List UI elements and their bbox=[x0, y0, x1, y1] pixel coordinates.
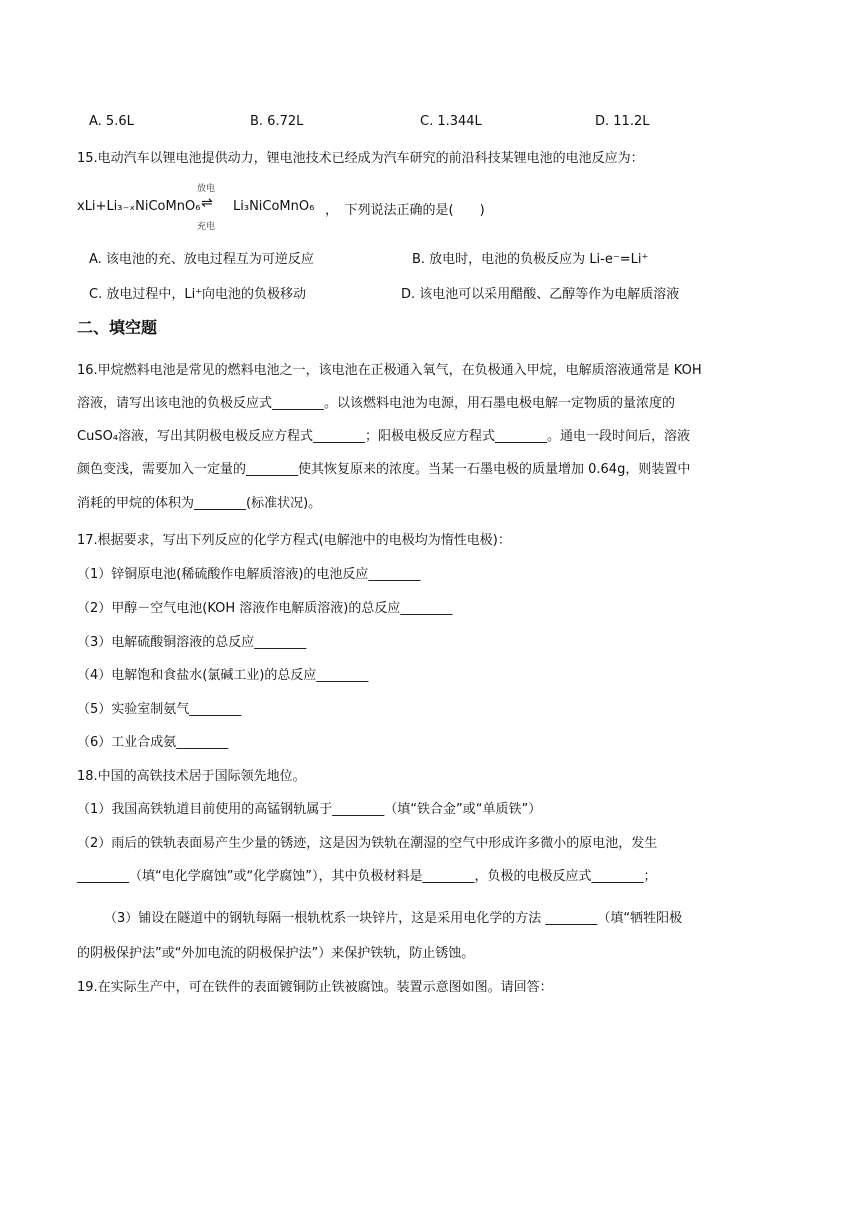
q17-item-2: （2）甲醇－空气电池(KOH 溶液作电解质溶液)的总反应________ bbox=[77, 601, 453, 616]
q16-line-4: 颜色变浅，需要加入一定量的________使其恢复原来的浓度。当某一石墨电极的质量增加 0.64g，则装置中 bbox=[77, 462, 691, 477]
q16-line-1: 16.甲烷燃料电池是常见的燃料电池之一，该电池在正极通入氧气，在负极通入甲烷，电解质溶液通常是 KOH bbox=[77, 363, 702, 378]
q17-item-3: （3）电解硫酸铜溶液的总反应________ bbox=[77, 635, 307, 650]
question-15-stem: 15.电动汽车以锂电池提供动力，锂电池技术已经成为汽车研究的前沿科技某锂电池的电池反应为： bbox=[77, 151, 644, 166]
q17-item-6: （6）工业合成氨________ bbox=[77, 735, 229, 750]
q17-item-5: （5）实验室制氨气________ bbox=[77, 702, 242, 717]
q18-part-1: （1）我国高铁轨道目前使用的高锰钢轨属于________（填“铁合金”或“单质铁”） bbox=[77, 802, 542, 817]
q18-part-2-line-1: （2）雨后的铁轨表面易产生少量的锈迹，这是因为铁轨在潮湿的空气中形成许多微小的原电池，发生 bbox=[77, 836, 658, 851]
q15-option-a: A. 该电池的充、放电过程互为可逆反应 bbox=[89, 252, 314, 267]
q16-line-5: 消耗的甲烷的体积为________(标准状况)。 bbox=[77, 496, 322, 511]
option-c: C. 1.344L bbox=[420, 114, 482, 129]
reaction-reactant: xLi+Li₃₋ₓNiCoMnO₆ bbox=[77, 199, 201, 214]
q18-part-3-line-2: 的阴极保护法”或“外加电流的阴极保护法”）来保护铁轨，防止锈蚀。 bbox=[77, 946, 475, 961]
q15-option-c: C. 放电过程中，Li⁺向电池的负极移动 bbox=[89, 287, 307, 302]
reaction-product: Li₃NiCoMnO₆ bbox=[233, 199, 315, 214]
question-15-tail: ， 下列说法正确的是( ) bbox=[325, 203, 485, 218]
reaction-condition-discharge: 放电 bbox=[197, 184, 216, 194]
option-a: A. 5.6L bbox=[89, 114, 134, 129]
q18-stem: 18.中国的高铁技术居于国际领先地位。 bbox=[77, 769, 306, 784]
reversible-arrow-icon: ⇌ bbox=[201, 195, 213, 211]
q18-part-3-line-1: （3）铺设在隧道中的钢轨每隔一根轨枕系一块锌片，这是采用电化学的方法 ________（填“牺牲阳极 bbox=[104, 911, 683, 926]
option-b: B. 6.72L bbox=[250, 114, 304, 129]
option-d: D. 11.2L bbox=[595, 114, 650, 129]
q17-item-4: （4）电解饱和食盐水(氯碱工业)的总反应________ bbox=[77, 668, 369, 683]
reaction-condition-charge: 充电 bbox=[197, 222, 216, 232]
q18-part-2-line-2: ________（填“电化学腐蚀”或“化学腐蚀”），其中负极材料是________，负极的电极反应式________； bbox=[77, 869, 657, 884]
q16-line-2: 溶液，请写出该电池的负极反应式________。以该燃料电池为电源，用石墨电极电解一定物质的量浓度的 bbox=[77, 396, 676, 411]
section-title: 二、填空题 bbox=[77, 318, 158, 337]
q15-option-d: D. 该电池可以采用醋酸、乙醇等作为电解质溶液 bbox=[401, 287, 680, 302]
q17-item-1: （1）锌铜原电池(稀硫酸作电解质溶液)的电池反应________ bbox=[77, 567, 421, 582]
q15-option-b: B. 放电时，电池的负极反应为 Li-e⁻=Li⁺ bbox=[412, 252, 649, 267]
q17-stem: 17.根据要求，写出下列反应的化学方程式(电解池中的电极均为惰性电极)： bbox=[77, 533, 511, 548]
q16-line-3: CuSO₄溶液，写出其阴极电极反应方程式________；阳极电极反应方程式________。通电一段时间后，溶液 bbox=[77, 429, 691, 444]
q19-stem: 19.在实际生产中，可在铁件的表面镀铜防止铁被腐蚀。装置示意图如图。请回答： bbox=[77, 980, 553, 995]
